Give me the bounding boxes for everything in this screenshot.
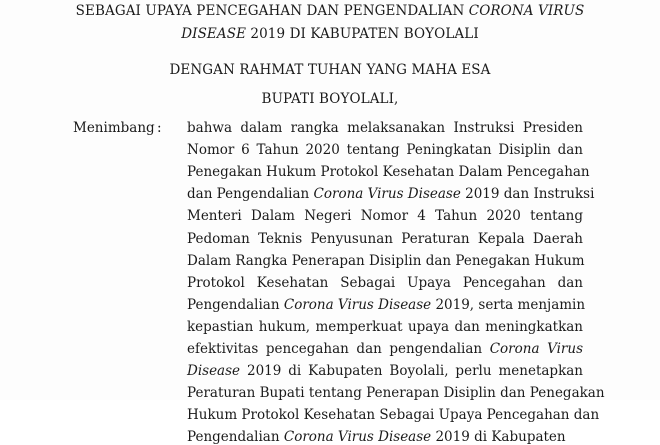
body-line-text: Protokol Kesehatan Sebagai Upaya Pencegahan dan [187, 274, 583, 291]
body-line-text: Peraturan Bupati tentang Penerapan Disiplin dan Penegakan [187, 385, 605, 402]
body-line [187, 208, 583, 224]
body-line-text: Pengendalian [187, 296, 284, 313]
body-line-text: kepastian hukum, memperkuat upaya dan meningkatkan [187, 318, 583, 335]
body-line [187, 253, 583, 269]
title-line-2-text: 2019 DI KABUPATEN BOYOLALI [246, 26, 479, 42]
body-line-text: 2019, serta menjamin [431, 296, 586, 313]
body-line [187, 429, 583, 445]
body-line [187, 275, 583, 291]
body-line-italic: Corona Virus Disease [283, 296, 432, 313]
body-line [187, 164, 590, 181]
body-line-italic: Disease [187, 363, 241, 380]
body-line-text: 2019 dan Instruksi [460, 186, 595, 203]
body-line-text: Hukum Protokol Kesehatan Sebagai Upaya Pencegahan dan [187, 407, 600, 424]
invocation: DENGAN RAHMAT TUHAN YANG MAHA ESA [169, 62, 491, 78]
regulation-title-line-1 [0, 3, 660, 19]
title-line-1-text: SEBAGAI UPAYA PENCEGAHAN DAN PENGENDALIAN [75, 3, 469, 19]
body-line [187, 296, 586, 313]
official-title: BUPATI BOYOLALI, [261, 91, 399, 107]
body-line-text: Pedoman Teknis Penyusunan Peraturan Kepala Daerah [187, 230, 583, 247]
section-label: Menimbang [73, 120, 155, 136]
regulation-title-line-2 [0, 26, 660, 42]
title-line-1-italic: CORONA VIRUS [468, 3, 585, 19]
body-line-text: Penegakan Hukum Protokol Kesehatan Dalam Pencegahan [187, 164, 590, 181]
body-line [187, 142, 583, 158]
body-line-italic: Corona Virus [489, 341, 583, 357]
body-line-italic: Corona Virus Disease [283, 429, 432, 445]
body-line [187, 385, 605, 402]
section-colon: : [157, 120, 162, 136]
body-line [187, 341, 583, 357]
body-line-text: dan Pengendalian [187, 186, 314, 203]
body-line-text: Menteri Dalam Negeri Nomor 4 Tahun 2020 tentang [187, 208, 583, 225]
body-line [187, 363, 583, 379]
body-line-text: Nomor 6 Tahun 2020 tentang Peningkatan Disiplin dan [187, 142, 583, 159]
body-line-text: bahwa dalam rangka melaksanakan Instruksi Presiden [187, 120, 583, 136]
body-line [187, 231, 583, 247]
body-line-text: 2019 di Kabupaten [431, 429, 566, 445]
body-line [187, 186, 595, 203]
body-line [187, 319, 583, 335]
body-line [187, 120, 583, 136]
body-line-italic: Corona Virus Disease [313, 186, 461, 203]
body-line-text: efektivitas pencegahan dan pengendalian [187, 341, 490, 357]
body-line-text: Pengendalian [187, 429, 284, 445]
body-line [187, 407, 600, 424]
title-line-2-italic: DISEASE [181, 26, 247, 42]
body-line-text: Dalam Rangka Penerapan Disiplin dan Penegakan Hukum [187, 252, 585, 269]
body-line-text: 2019 di Kabupaten Boyolali, perlu menetapkan [240, 363, 583, 380]
